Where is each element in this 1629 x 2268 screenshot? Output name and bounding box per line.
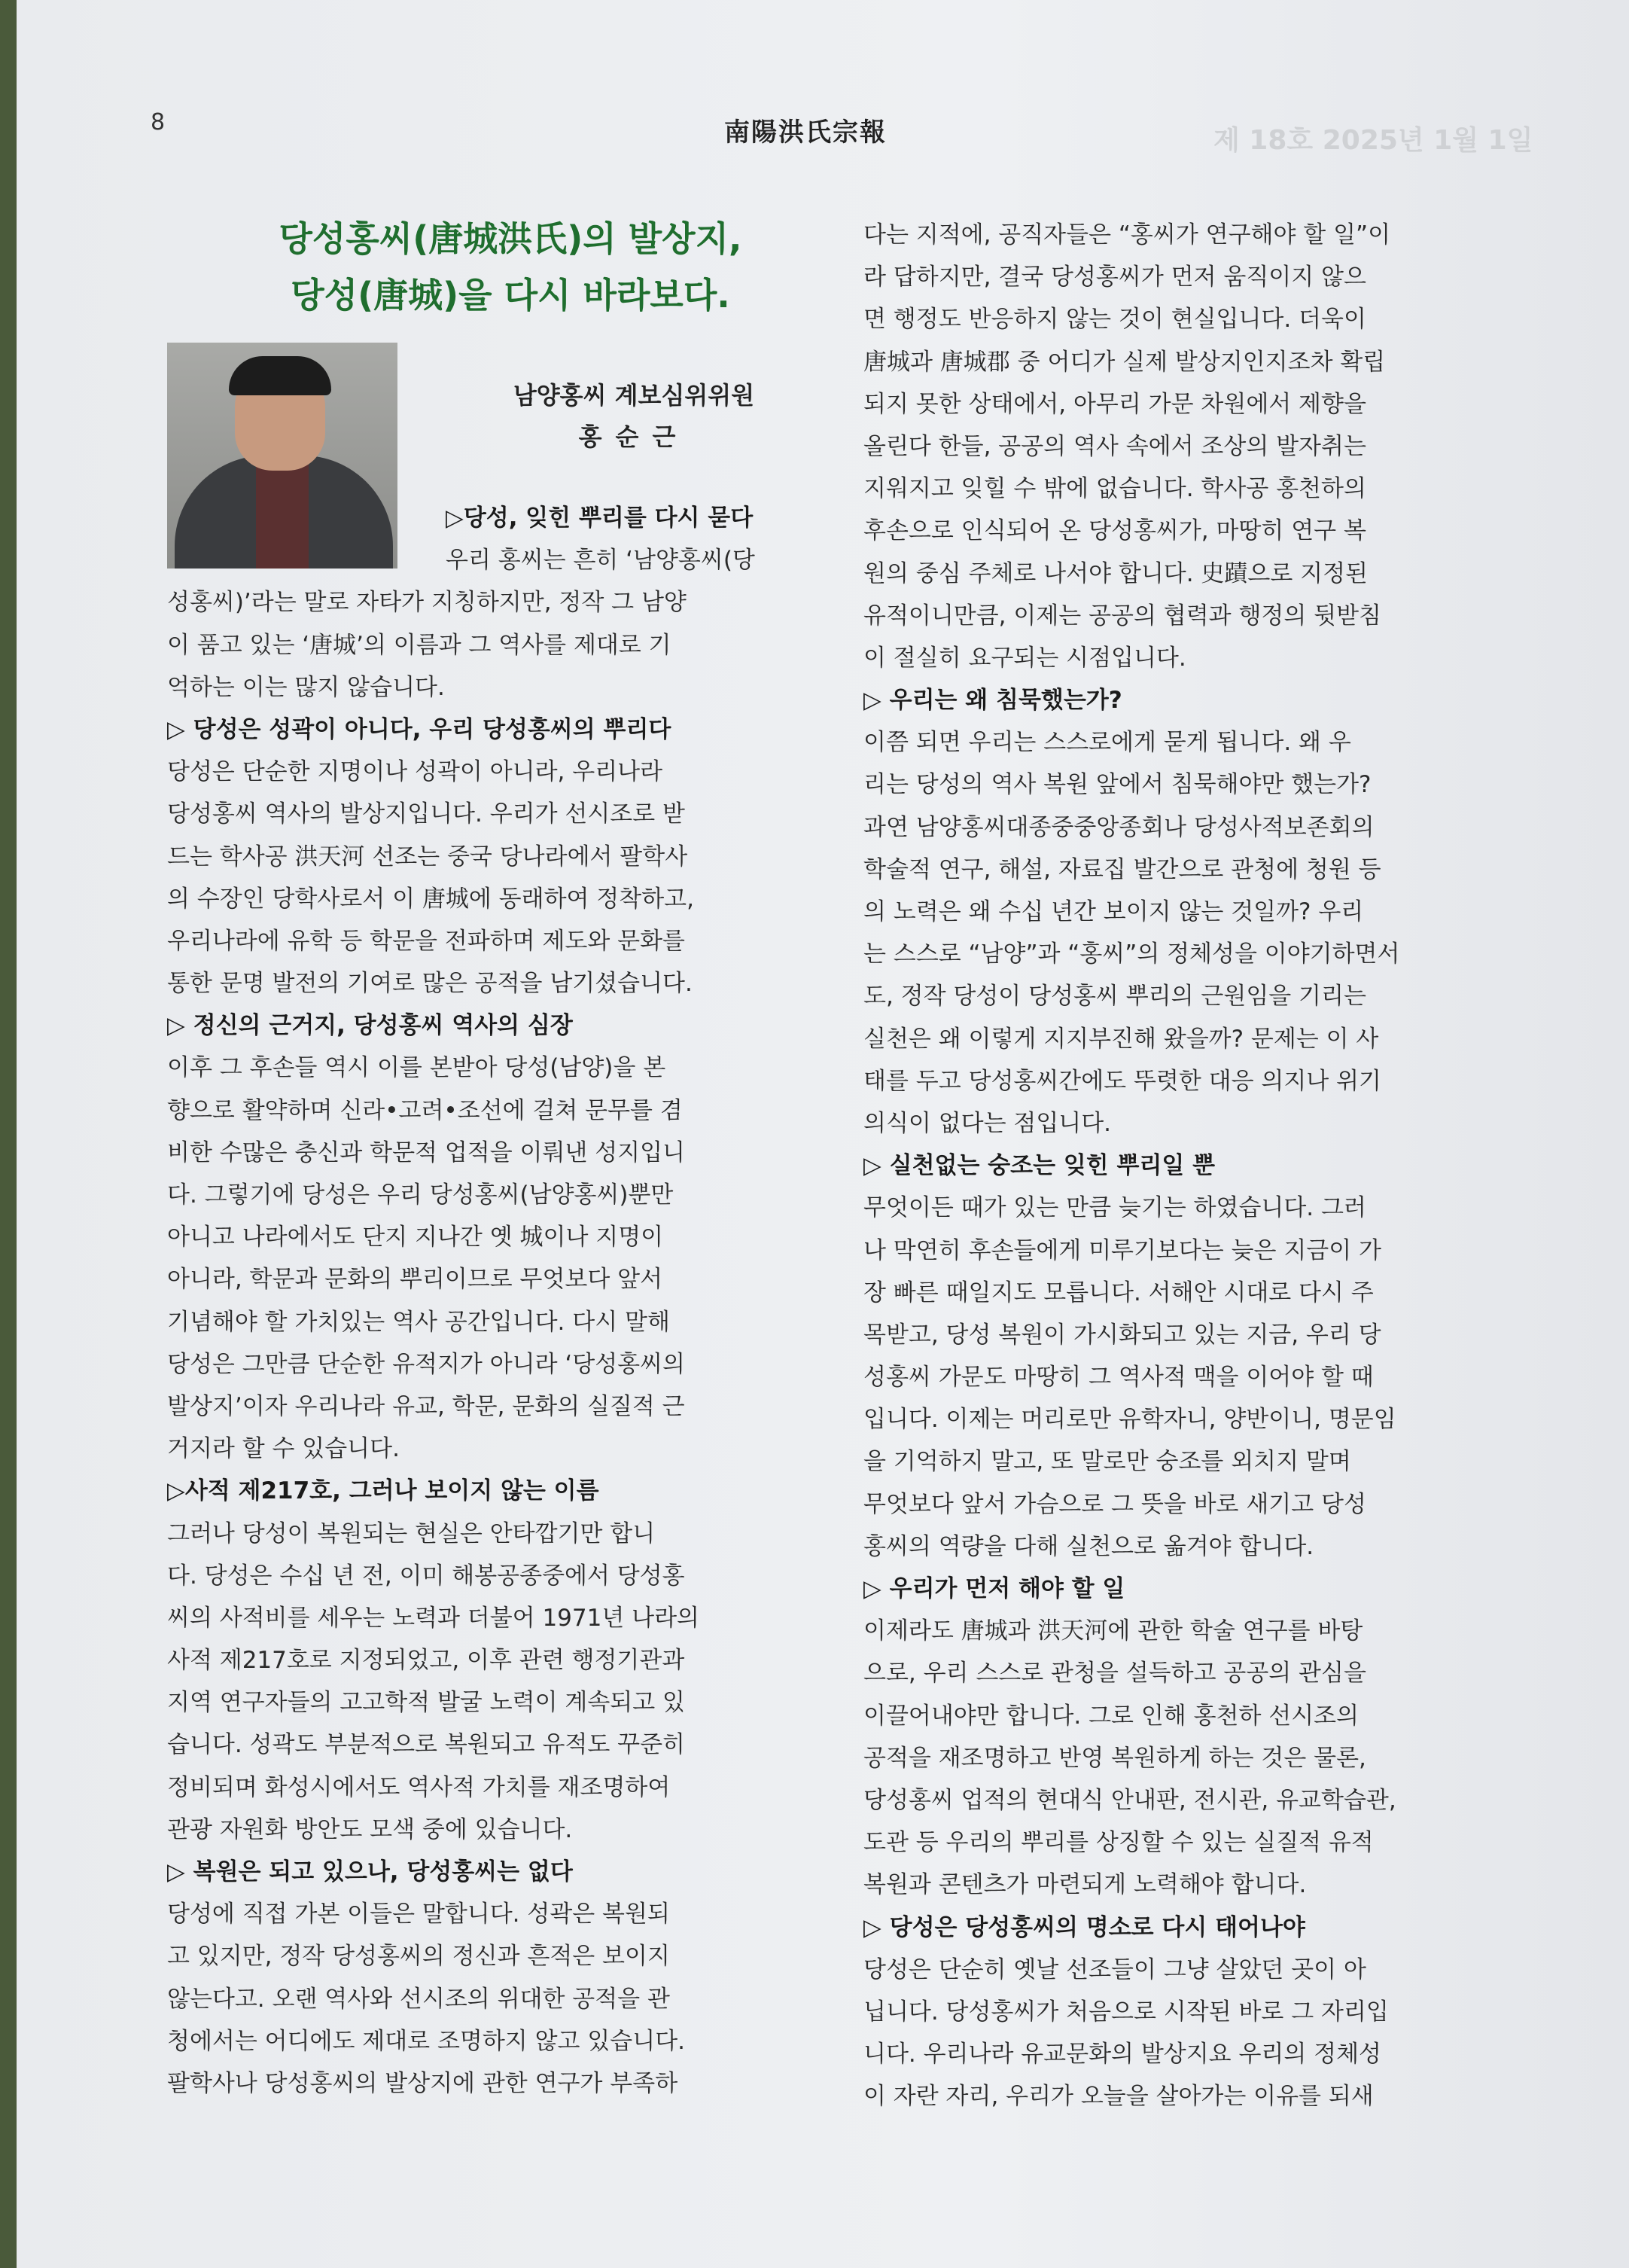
text-line: 사적 제217호로 지정되었고, 이후 관련 행정기관과: [167, 1647, 685, 1675]
text-line: 습니다. 성곽도 부분적으로 복원되고 유적도 꾸준히: [167, 1731, 685, 1759]
text-line: 기념해야 할 가치있는 역사 공간입니다. 다시 말해: [167, 1308, 670, 1336]
text-line: 의 수장인 당학사로서 이 唐城에 동래하여 정착하고,: [167, 885, 694, 913]
text-line: 장 빠른 때일지도 모릅니다. 서해안 시대로 다시 주: [863, 1279, 1374, 1306]
text-line: 아니라, 학문과 문화의 뿌리이므로 무엇보다 앞서: [167, 1266, 663, 1294]
text-line: 억하는 이는 많지 않습니다.: [167, 673, 445, 701]
text-line: 도관 등 우리의 뿌리를 상징할 수 있는 실질적 유적: [863, 1829, 1374, 1857]
text-line: 다. 그렇기에 당성은 우리 당성홍씨(남양홍씨)뿐만: [167, 1181, 674, 1209]
author-name: 홍순근: [578, 422, 690, 451]
text-line: 리는 당성의 역사 복원 앞에서 침묵해야만 했는가?: [863, 771, 1372, 799]
bleed-through-text: 제 18호 2025년 1월 1일: [1213, 125, 1533, 156]
text-line: 을 기억하지 말고, 또 말로만 숭조를 외치지 말며: [863, 1448, 1351, 1476]
text-line: 면 행정도 반응하지 않는 것이 현실입니다. 더욱이: [863, 306, 1366, 334]
text-line: 공적을 재조명하고 반영 복원하게 하는 것은 물론,: [863, 1744, 1366, 1772]
text-line: 이후 그 후손들 역시 이를 본받아 당성(남양)을 본: [167, 1054, 666, 1082]
author-role: 남양홍씨 계보심위위원: [513, 381, 755, 410]
text-line: 당성홍씨 업적의 현대식 안내판, 전시관, 유교학습관,: [863, 1786, 1396, 1814]
text-line: 아니고 나라에서도 단지 지나간 옛 城이나 지명이: [167, 1224, 664, 1251]
text-line: 도, 정작 당성이 당성홍씨 뿌리의 근원임을 기리는: [863, 983, 1366, 1011]
text-line: 당성홍씨 역사의 발상지입니다. 우리가 선시조로 받: [167, 800, 685, 828]
text-line: 입니다. 이제는 머리로만 유학자니, 양반이니, 명문임: [863, 1406, 1396, 1434]
text-line: 당성은 그만큼 단순한 유적지가 아니라 ‘당성홍씨의: [167, 1350, 685, 1378]
text-line: 고 있지만, 정작 당성홍씨의 정신과 흔적은 보이지: [167, 1943, 670, 1971]
masthead: 南陽洪氏宗報: [724, 117, 887, 148]
text-line: 닙니다. 당성홍씨가 처음으로 시작된 바로 그 자리입: [863, 1998, 1389, 2026]
text-line: 후손으로 인식되어 온 당성홍씨가, 마땅히 연구 복: [863, 517, 1366, 545]
section-heading: ▷ 실천없는 숭조는 잊힌 뿌리일 뿐: [863, 1152, 1216, 1180]
text-line: 이쯤 되면 우리는 스스로에게 묻게 됩니다. 왜 우: [863, 729, 1351, 757]
text-line: 과연 남양홍씨대종중중앙종회나 당성사적보존회의: [863, 813, 1375, 841]
text-line: 태를 두고 당성홍씨간에도 뚜렷한 대응 의지나 위기: [863, 1067, 1381, 1095]
text-line: 지워지고 잊힐 수 밖에 없습니다. 학사공 홍천하의: [863, 475, 1366, 503]
text-line: 우리 홍씨는 흔히 ‘남양홍씨(당: [446, 547, 755, 575]
text-line: 이끌어내야만 합니다. 그로 인해 홍천하 선시조의: [863, 1702, 1360, 1730]
section-heading: ▷ 우리는 왜 침묵했는가?: [863, 687, 1122, 715]
text-line: 실천은 왜 이렇게 지지부진해 왔을까? 문제는 이 사: [863, 1025, 1379, 1053]
text-line: 원의 중심 주체로 나서야 합니다. 史蹟으로 지정된: [863, 559, 1369, 587]
text-line: 다는 지적에, 공직자들은 “홍씨가 연구해야 할 일”이: [863, 221, 1391, 248]
text-line: 이제라도 唐城과 洪天河에 관한 학술 연구를 바탕: [863, 1617, 1363, 1645]
text-line: 씨의 사적비를 세우는 노력과 더불어 1971년 나라의: [167, 1604, 699, 1632]
text-line: 성홍씨)’라는 말로 자타가 지칭하지만, 정작 그 남양: [167, 589, 687, 617]
text-line: 유적이니만큼, 이제는 공공의 협력과 행정의 뒷받침: [863, 602, 1381, 629]
newspaper-page: [17, 0, 1629, 2268]
text-line: 향으로 활약하며 신라•고려•조선에 걸쳐 문무를 겸: [167, 1096, 683, 1124]
section-heading: ▷사적 제217호, 그러나 보이지 않는 이름: [167, 1477, 599, 1505]
text-line: 이 자란 자리, 우리가 오늘을 살아가는 이유를 되새: [863, 2083, 1374, 2111]
text-line: 무엇이든 때가 있는 만큼 늦기는 하였습니다. 그러: [863, 1194, 1366, 1222]
text-line: 지역 연구자들의 고고학적 발굴 노력이 계속되고 있: [167, 1689, 685, 1717]
text-line: 나 막연히 후손들에게 미루기보다는 늦은 지금이 가: [863, 1236, 1381, 1264]
text-line: 으로, 우리 스스로 관청을 설득하고 공공의 관심을: [863, 1660, 1366, 1687]
section-heading: ▷ 정신의 근거지, 당성홍씨 역사의 심장: [167, 1012, 573, 1040]
text-line: 홍씨의 역량을 다해 실천으로 옮겨야 합니다.: [863, 1532, 1314, 1560]
text-line: 발상지’이자 우리나라 유교, 학문, 문화의 실질적 근: [167, 1392, 685, 1420]
text-line: 올린다 한들, 공공의 역사 속에서 조상의 발자취는: [863, 432, 1366, 460]
text-line: 는 스스로 “남양”과 “홍씨”의 정체성을 이야기하면서: [863, 940, 1400, 968]
text-line: 정비되며 화성시에서도 역사적 가치를 재조명하여: [167, 1773, 671, 1801]
text-line: 당성은 단순한 지명이나 성곽이 아니라, 우리나라: [167, 758, 663, 786]
text-line: 唐城과 唐城郡 중 어디가 실제 발상지인지조차 확립: [863, 348, 1386, 376]
text-line: 성홍씨 가문도 마땅히 그 역사적 맥을 이어야 할 때: [863, 1364, 1374, 1392]
text-line: 그러나 당성이 복원되는 현실은 안타깝기만 합니: [167, 1520, 656, 1547]
text-line: 드는 학사공 洪天河 선조는 중국 당나라에서 팔학사: [167, 843, 688, 870]
text-line: 이 품고 있는 ‘唐城’의 이름과 그 역사를 제대로 기: [167, 631, 671, 659]
text-line: 학술적 연구, 해설, 자료집 발간으로 관청에 청원 등: [863, 855, 1381, 883]
text-line: 비한 수많은 충신과 학문적 업적을 이뤄낸 성지입니: [167, 1139, 685, 1166]
section-heading: ▷ 복원은 되고 있으나, 당성홍씨는 없다: [167, 1858, 573, 1885]
text-line: 거지라 할 수 있습니다.: [167, 1435, 400, 1463]
section-heading: ▷ 우리가 먼저 해야 할 일: [863, 1575, 1125, 1602]
text-line: 팔학사나 당성홍씨의 발상지에 관한 연구가 부족하: [167, 2069, 678, 2097]
text-line: 통한 문명 발전의 기여로 많은 공적을 남기셨습니다.: [167, 970, 693, 998]
text-line: 당성은 단순히 옛날 선조들이 그냥 살았던 곳이 아: [863, 1956, 1366, 1983]
article-title-line2: 당성(唐城)을 다시 바라보다.: [291, 275, 730, 316]
text-line: 청에서는 어디에도 제대로 조명하지 않고 있습니다.: [167, 2027, 685, 2055]
right-column: [863, 214, 1530, 2117]
article-title-line1: 당성홍씨(唐城洪氏)의 발상지,: [279, 218, 742, 259]
text-line: 복원과 콘텐츠가 마련되게 노력해야 합니다.: [863, 1871, 1307, 1899]
text-line: 라 답하지만, 결국 당성홍씨가 먼저 움직이지 않으: [863, 264, 1366, 291]
section-heading: ▷당성, 잊힌 뿌리를 다시 묻다: [446, 505, 754, 532]
section-heading: ▷ 당성은 성곽이 아니다, 우리 당성홍씨의 뿌리다: [167, 715, 671, 743]
text-line: 의 노력은 왜 수십 년간 보이지 않는 것일까? 우리: [863, 898, 1364, 925]
page-number: 8: [151, 109, 166, 136]
text-line: 않는다고. 오랜 역사와 선시조의 위대한 공적을 관: [167, 1985, 670, 2013]
text-line: 우리나라에 유학 등 학문을 전파하며 제도와 문화를: [167, 927, 685, 955]
text-line: 의식이 없다는 점입니다.: [863, 1109, 1112, 1137]
section-heading: ▷ 당성은 당성홍씨의 명소로 다시 태어나야: [863, 1913, 1305, 1941]
text-line: 다. 당성은 수십 년 전, 이미 해봉공종중에서 당성홍: [167, 1562, 685, 1590]
text-line: 되지 못한 상태에서, 아무리 가문 차원에서 제향을: [863, 390, 1366, 418]
text-line: 목받고, 당성 복원이 가시화되고 있는 지금, 우리 당: [863, 1321, 1381, 1349]
text-line: 관광 자원화 방안도 모색 중에 있습니다.: [167, 1815, 573, 1843]
text-line: 당성에 직접 가본 이들은 말합니다. 성곽은 복원되: [167, 1901, 670, 1928]
text-line: 이 절실히 요구되는 시점입니다.: [863, 644, 1186, 672]
text-line: 니다. 우리나라 유교문화의 발상지요 우리의 정체성: [863, 2041, 1381, 2068]
text-line: 무엇보다 앞서 가슴으로 그 뜻을 바로 새기고 당성: [863, 1490, 1366, 1518]
left-column: [167, 497, 830, 2105]
